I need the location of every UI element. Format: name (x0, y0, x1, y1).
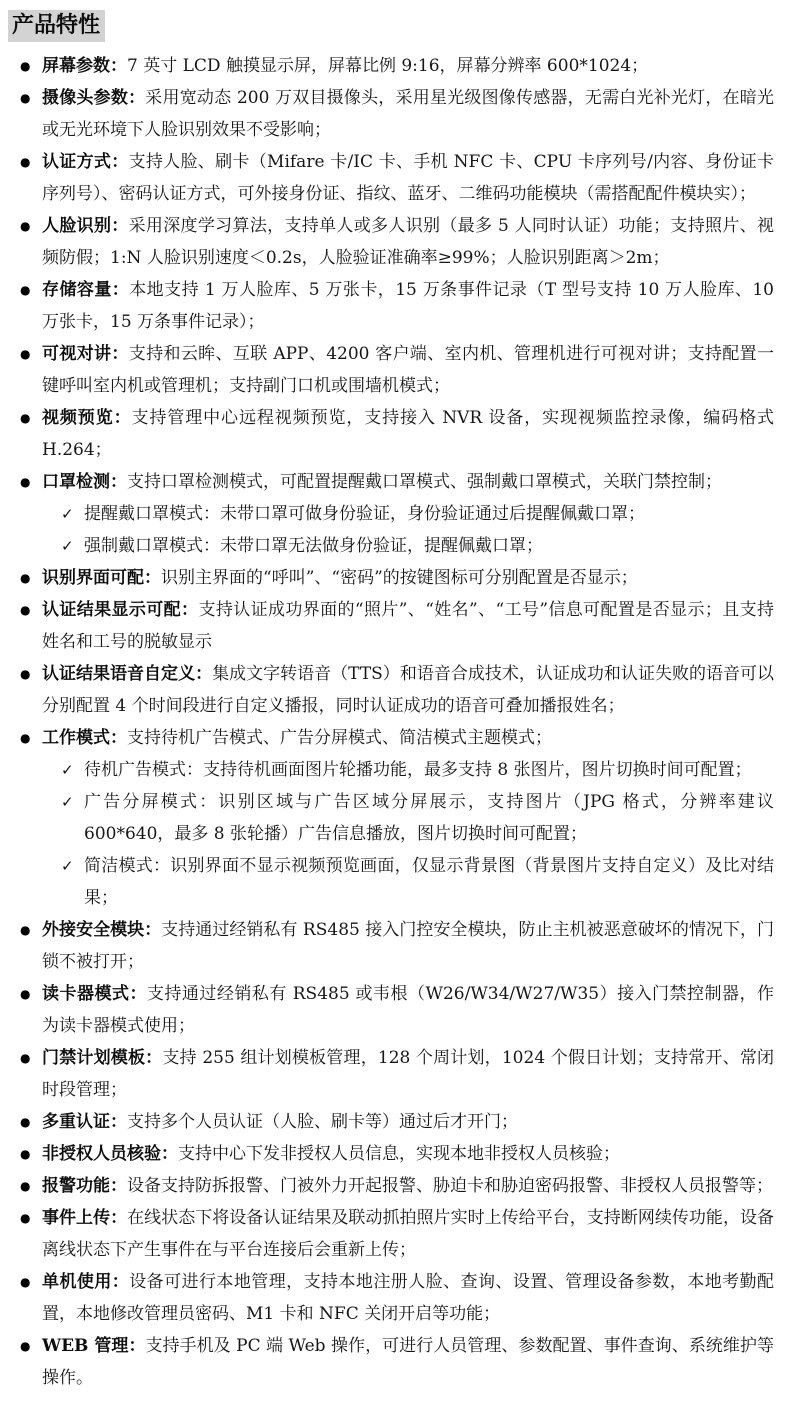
feature-item (0, 562, 774, 594)
bullet-icon: ● (20, 58, 31, 73)
feature-item (0, 530, 774, 562)
feature-text: 支持管理中心远程视频预览，支持接入 NVR 设备，实现视频监控录像，编码格式 H.264； (42, 407, 775, 460)
bullet-icon: ● (20, 986, 31, 1001)
feature-label: 非授权人员核验： (42, 1143, 178, 1164)
document-header (8, 10, 774, 42)
feature-item (0, 658, 774, 722)
bullet-icon: ● (20, 1178, 31, 1193)
feature-label: 待机广告模式： (84, 759, 203, 780)
bullet-icon: ● (20, 922, 31, 937)
bullet-icon: ● (20, 154, 31, 169)
feature-label: 读卡器模式： (42, 983, 147, 1004)
bullet-icon: ● (20, 346, 31, 361)
feature-label: 认证结果显示可配： (42, 599, 199, 620)
feature-label: 认证结果语音自定义： (42, 663, 213, 684)
feature-item (0, 466, 774, 498)
feature-item (0, 274, 774, 338)
feature-item (0, 1042, 774, 1106)
feature-label: 提醒戴口罩模式： (84, 503, 220, 524)
feature-text: 未带口罩可做身份验证，身份验证通过后提醒佩戴口罩； (220, 503, 645, 524)
feature-label: 事件上传： (42, 1207, 128, 1228)
bullet-icon: ● (20, 410, 31, 425)
feature-text: 支持手机及 PC 端 Web 操作，可进行人员管理、参数配置、事件查询、系统维护等操作。 (42, 1335, 774, 1388)
feature-item (0, 1138, 774, 1170)
feature-label: 单机使用： (42, 1271, 130, 1292)
feature-item (0, 850, 774, 914)
feature-item (0, 1202, 774, 1266)
check-icon: ✓ (61, 760, 74, 779)
bullet-icon: ● (20, 1050, 31, 1065)
feature-text: 支持多个人员认证（人脸、刷卡等）通过后才开门； (127, 1111, 518, 1132)
feature-label: 可视对讲： (42, 343, 129, 364)
feature-text: 在线状态下将设备认证结果及联动抓拍照片实时上传给平台，支持断网续传功能，设备离线状态下产生事件在与平台连接后会重新上传； (42, 1207, 775, 1260)
feature-label: 认证方式： (42, 151, 129, 172)
feature-text: 支持 255 组计划模板管理，128 个周计划，1024 个假日计划；支持常开、常闭时段管理； (42, 1047, 775, 1100)
feature-list (0, 50, 774, 1394)
feature-label: 口罩检测： (42, 471, 127, 492)
feature-label: 摄像头参数： (42, 87, 146, 108)
feature-item (0, 754, 774, 786)
bullet-icon: ● (20, 1210, 31, 1225)
feature-label: 屏幕参数： (42, 55, 127, 76)
feature-item (0, 498, 774, 530)
feature-item (0, 978, 774, 1042)
bullet-icon: ● (20, 570, 31, 585)
feature-item (0, 722, 774, 754)
feature-text: 识别主界面的“呼叫”、“密码”的按键图标可分别配置是否显示； (161, 567, 638, 588)
feature-item (0, 1266, 774, 1330)
feature-item (0, 786, 774, 850)
bullet-icon: ● (20, 730, 31, 745)
bullet-icon: ● (20, 1114, 31, 1129)
feature-item (0, 914, 774, 978)
bullet-icon: ● (20, 1146, 31, 1161)
feature-label: 简洁模式： (84, 855, 171, 876)
feature-item (0, 338, 774, 402)
feature-item (0, 402, 774, 466)
feature-text: 支持认证成功界面的“照片”、“姓名”、“工号”信息可配置是否显示；且支持姓名和工号的脱敏显示 (42, 599, 774, 652)
feature-item (0, 146, 774, 210)
feature-text: 支持通过经销私有 RS485 或韦根（W26/W34/W27/W35）接入门禁控制器，作为读卡器模式使用； (42, 983, 774, 1036)
feature-text: 集成文字转语音（TTS）和语音合成技术，认证成功和认证失败的语音可以分别配置 4 个时间段进行自定义播报，同时认证成功的语音可叠加播报姓名； (42, 663, 775, 716)
feature-label: WEB 管理： (42, 1335, 146, 1356)
feature-text: 支持待机画面图片轮播功能，最多支持 8 张图片，图片切换时间可配置； (203, 759, 752, 780)
check-icon: ✓ (61, 504, 74, 523)
check-icon: ✓ (61, 536, 74, 555)
check-icon: ✓ (61, 856, 74, 875)
feature-label: 人脸识别： (42, 215, 129, 236)
feature-label: 强制戴口罩模式： (84, 535, 220, 556)
feature-text: 7 英寸 LCD 触摸显示屏，屏幕比例 9:16，屏幕分辨率 600*1024； (127, 55, 649, 76)
feature-item (0, 594, 774, 658)
feature-label: 工作模式： (42, 727, 127, 748)
feature-text: 采用宽动态 200 万双目摄像头，采用星光级图像传感器，无需白光补光灯，在暗光或无光环境下人脸识别效果不受影响； (42, 87, 774, 140)
feature-text: 支持通过经销私有 RS485 接入门控安全模块，防止主机被恶意破坏的情况下，门锁不被打开； (42, 919, 775, 972)
feature-text: 本地支持 1 万人脸库、5 万张卡，15 万条事件记录（T 型号支持 10 万人脸库、10 万张卡，15 万条事件记录）； (42, 279, 774, 332)
feature-text: 识别界面不显示视频预览画面，仅显示背景图（背景图片支持自定义）及比对结果； (84, 855, 775, 908)
feature-label: 存储容量： (42, 279, 130, 300)
feature-label: 视频预览： (42, 407, 132, 428)
feature-label: 外接安全模块： (42, 919, 162, 940)
feature-text: 设备可进行本地管理，支持本地注册人脸、查询、设置、管理设备参数，本地考勤配置，本地修改管理员密码、M1 卡和 NFC 关闭开启等功能； (42, 1271, 775, 1324)
feature-text: 支持和云眸、互联 APP、4200 客户端、室内机、管理机进行可视对讲；支持配置一键呼叫室内机或管理机；支持副门口机或围墙机模式； (42, 343, 774, 396)
feature-item (0, 1170, 774, 1202)
bullet-icon: ● (20, 602, 31, 617)
feature-item (0, 1330, 774, 1394)
feature-item (0, 210, 774, 274)
feature-text: 支持人脸、刷卡（Mifare 卡/IC 卡、手机 NFC 卡、CPU 卡序列号/内容、身份证卡序列号）、密码认证方式，可外接身份证、指纹、蓝牙、二维码功能模块（需搭配配件模块实）； (42, 151, 775, 204)
bullet-icon: ● (20, 1338, 31, 1353)
feature-label: 报警功能： (42, 1175, 127, 1196)
bullet-icon: ● (20, 1274, 31, 1289)
feature-text: 支持口罩检测模式，可配置提醒戴口罩模式、强制戴口罩模式，关联门禁控制； (127, 471, 722, 492)
feature-text: 识别区域与广告区域分屏展示，支持图片（JPG 格式，分辨率建议 600*640，最多 8 张轮播）广告信息播放，图片切换时间可配置； (84, 791, 774, 844)
bullet-icon: ● (20, 218, 31, 233)
feature-text: 采用深度学习算法，支持单人或多人识别（最多 5 人同时认证）功能；支持照片、视频防假；1:N 人脸识别速度＜0.2s，人脸验证准确率≥99%；人脸识别距离＞2m； (42, 215, 774, 268)
check-icon: ✓ (61, 792, 74, 811)
page-title: 产品特性 (8, 10, 105, 42)
bullet-icon: ● (20, 90, 31, 105)
feature-label: 多重认证： (42, 1111, 127, 1132)
bullet-icon: ● (20, 666, 31, 681)
bullet-icon: ● (20, 282, 31, 297)
feature-text: 设备支持防拆报警、门被外力开起报警、胁迫卡和胁迫密码报警、非授权人员报警等； (127, 1175, 773, 1196)
feature-label: 门禁计划模板： (42, 1047, 163, 1068)
bullet-icon: ● (20, 474, 31, 489)
feature-text: 支持待机广告模式、广告分屏模式、简洁模式主题模式； (127, 727, 552, 748)
feature-text: 支持中心下发非授权人员信息，实现本地非授权人员核验； (178, 1143, 620, 1164)
feature-item (0, 82, 774, 146)
feature-text: 未带口罩无法做身份验证，提醒佩戴口罩； (220, 535, 543, 556)
feature-item (0, 50, 774, 82)
feature-label: 识别界面可配： (42, 567, 161, 588)
feature-item (0, 1106, 774, 1138)
feature-label: 广告分屏模式： (84, 791, 219, 812)
